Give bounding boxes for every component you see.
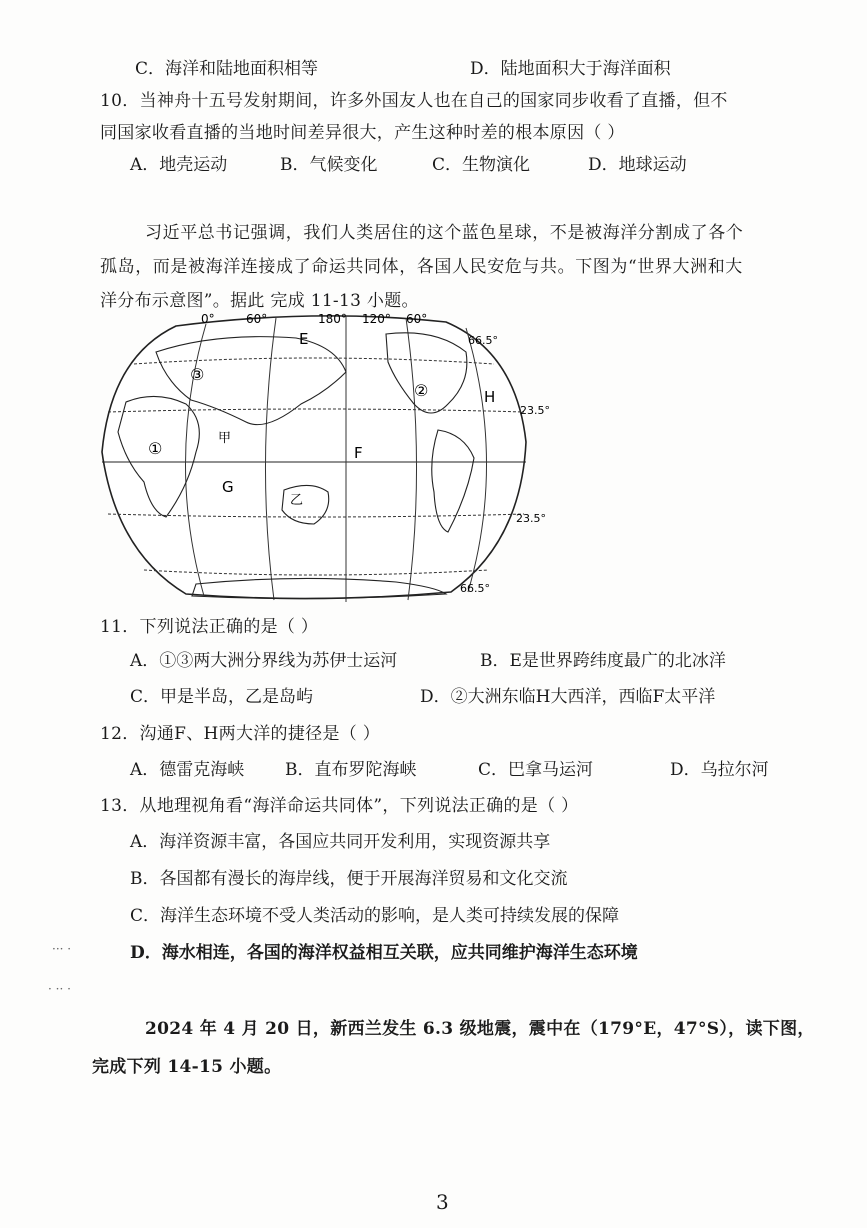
passage-line1: 习近平总书记强调，我们人类居住的这个蓝色星球，不是被海洋分割成了各个 xyxy=(145,223,744,243)
q11-stem: 11．下列说法正确的是（ ） xyxy=(100,617,319,637)
lat-label-66s: 66.5° xyxy=(460,582,490,595)
quake-line1: 2024 年 4 月 20 日，新西兰发生 6.3 级地震，震中在（179°E，47°S），读下图， xyxy=(145,1019,815,1039)
scan-noise-mark: ··· · xyxy=(52,942,72,956)
q12-option-b: B．直布罗陀海峡 xyxy=(285,760,417,780)
q11-option-a: A．①③两大洲分界线为苏伊士运河 xyxy=(130,651,398,671)
q10-option-d: D．地球运动 xyxy=(588,155,687,175)
q13-stem: 13．从地理视角看“海洋命运共同体”，下列说法正确的是（ ） xyxy=(100,796,579,816)
label-circle-2: ② xyxy=(414,381,429,400)
q13-option-b: B．各国都有漫长的海岸线，便于开展海洋贸易和文化交流 xyxy=(130,869,568,889)
q12-stem: 12．沟通F、H两大洋的捷径是（ ） xyxy=(100,724,381,744)
lon-label-180: 180° xyxy=(318,312,347,326)
q11-option-b: B．E是世界跨纬度最广的北冰洋 xyxy=(480,651,726,671)
q10-option-a: A．地壳运动 xyxy=(130,155,228,175)
q13-option-d: D．海水相连，各国的海洋权益相互关联，应共同维护海洋生态环境 xyxy=(130,943,638,963)
lon-label-60w: 60° xyxy=(406,312,428,326)
lon-label-0: 0° xyxy=(201,312,215,326)
q13-option-c: C．海洋生态环境不受人类活动的影响，是人类可持续发展的保障 xyxy=(130,906,620,926)
label-G: G xyxy=(222,478,234,496)
q9-option-c: C．海洋和陆地面积相等 xyxy=(135,59,319,79)
label-H: H xyxy=(484,388,496,406)
q9-option-d: D．陆地面积大于海洋面积 xyxy=(470,59,671,79)
lat-label-23s: 23.5° xyxy=(516,512,546,525)
lat-label-66n: 66.5° xyxy=(468,334,498,347)
label-F: F xyxy=(354,444,363,462)
lon-label-60e: 60° xyxy=(246,312,268,326)
q11-option-c: C．甲是半岛，乙是岛屿 xyxy=(130,687,314,707)
lon-label-120w: 120° xyxy=(362,312,391,326)
q10-stem-line2: 同国家收看直播的当地时间差异很大，产生这种时差的根本原因（ ） xyxy=(100,123,625,143)
label-yi: 乙 xyxy=(290,493,304,508)
q13-option-a: A．海洋资源丰富，各国应共同开发利用，实现资源共享 xyxy=(130,832,551,852)
q10-option-b: B．气候变化 xyxy=(280,155,378,175)
q12-option-d: D．乌拉尔河 xyxy=(670,760,769,780)
scan-noise-mark: · ·· · xyxy=(48,982,71,996)
world-map-figure xyxy=(96,312,550,602)
lat-label-23n: 23.5° xyxy=(520,404,550,417)
q11-option-d: D．②大洲东临H大西洋，西临F太平洋 xyxy=(420,687,716,707)
q10-stem-line1: 10．当神舟十五号发射期间，许多外国友人也在自己的国家同步收看了直播，但不 xyxy=(100,91,728,111)
label-E: E xyxy=(299,330,309,348)
q12-option-a: A．德雷克海峡 xyxy=(130,760,245,780)
page-number: 3 xyxy=(436,1190,449,1214)
label-circle-3: ③ xyxy=(190,365,205,384)
label-circle-1: ① xyxy=(148,439,163,458)
label-jia: 甲 xyxy=(218,431,232,446)
quake-line2: 完成下列 14-15 小题。 xyxy=(92,1057,282,1077)
passage-line2: 孤岛，而是被海洋连接成了命运共同体，各国人民安危与共。下图为“世界大洲和大 xyxy=(100,257,743,277)
q10-option-c: C．生物演化 xyxy=(432,155,531,175)
q12-option-c: C．巴拿马运河 xyxy=(478,760,594,780)
passage-line3: 洋分布示意图”。据此 完成 11-13 小题。 xyxy=(100,291,419,311)
